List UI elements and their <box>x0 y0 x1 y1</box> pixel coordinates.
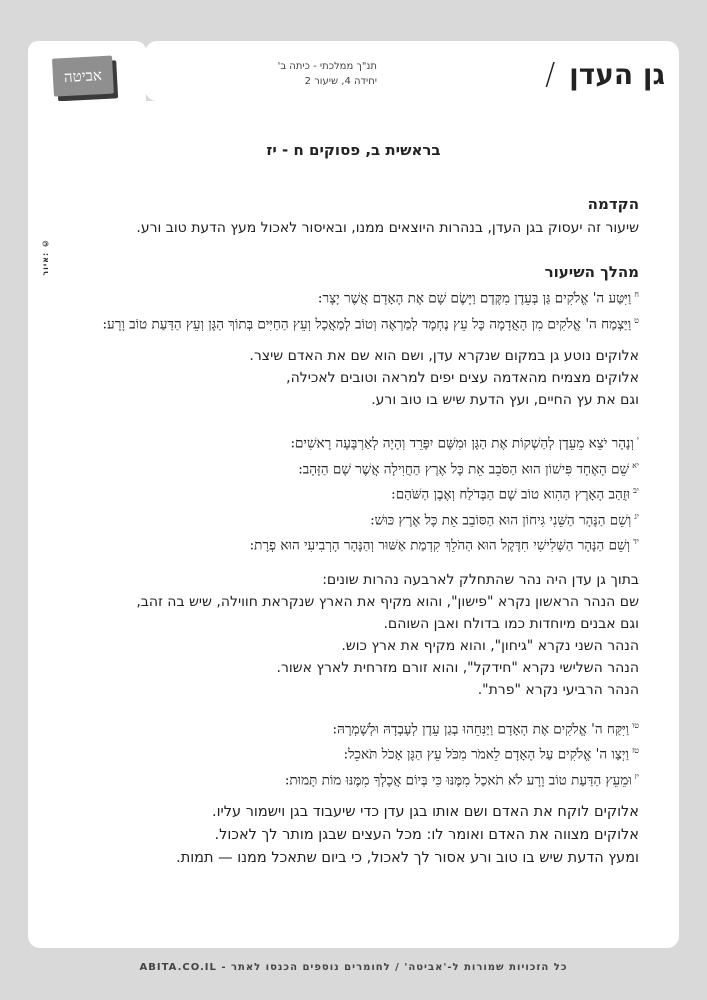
verse-line <box>68 480 639 506</box>
verse-number: יא <box>632 460 639 470</box>
verse-text: וּמֵעֵץ הַדַּעַת טוֹב וָרָע לֹא תֹאכַל מִמֶּנּוּ כִּי בְּיוֹם אֲכָלְךָ מִמֶּנּוּ מוֹת תָּמוּת: <box>284 772 632 788</box>
explanation-block-c <box>68 801 639 870</box>
explanation-line: אלוקים מצמיח מהאדמה עצים יפים למראה וטובים לאכילה, <box>286 370 639 386</box>
verse-text: שֵׁם הָאֶחָד פִּישׁוֹן הוּא הַסֹּבֵב אֵת כָּל אֶרֶץ הַחֲוִילָה אֲשֶׁר שָׁם הַזָּהָב: <box>298 461 630 477</box>
verse-number: י <box>636 435 639 444</box>
page-title: גן העדן <box>569 58 665 91</box>
verse-line <box>68 715 639 741</box>
lesson-content <box>68 101 639 870</box>
page-body <box>28 101 679 948</box>
explanation-block-b <box>68 569 639 701</box>
verse-text: וְשֵׁם הַנָּהָר הַשְּׁלִישִׁי חִדֶּקֶל הוּא הַהֹלֵךְ קִדְמַת אַשּׁוּר וְהַנָּהָר הָרְבִיעִי הוּא פְרָת: <box>249 537 631 554</box>
verse-line <box>68 506 639 532</box>
illustration-credit: איור: © <box>41 238 50 276</box>
verse-number: ח <box>634 290 639 299</box>
subtitle-line-1: תנ"ך ממלכתי - כיתה ב' <box>277 61 377 72</box>
explanation-line: בתוך גן עדן היה נהר שהתחלק לארבעה נהרות שונים: <box>322 571 639 588</box>
explanation-line: הנהר השלישי נקרא "חידקל", והוא זורם מזרחית לארץ אשור. <box>276 659 639 676</box>
verse-text: וּזֲהַב הָאָרֶץ הַהִוא טוֹב שָׁם הַבְּדֹלַח וְאֶבֶן הַשֹּׁהַם: <box>391 486 631 503</box>
explanation-line: הנהר השני נקרא "גיחון", והוא מקיף את ארץ כוש. <box>341 637 639 654</box>
abita-logo <box>52 55 117 98</box>
title-separator: / <box>545 57 556 92</box>
explanation-block-a <box>68 345 639 411</box>
explanation-line: אלוקים מצווה את האדם ואומר לו: מכל העצים שבגן מותר לך לאכול. <box>214 827 639 843</box>
verse-number: יב <box>633 486 639 495</box>
title-row <box>545 57 665 92</box>
verse-number: יז <box>634 771 639 781</box>
intro-text: שיעור זה יעסוק בגן העדן, בנהרות היוצאים ממנו, ובאיסור לאכול מעץ הדעת טוב ורע. <box>136 220 639 236</box>
verse-text: וַיַּצְמַח ה' אֱלֹקִים מִן הָאֲדָמָה כָּל עֵץ נֶחְמָד לְמַרְאֶה וְטוֹב לְמַאֲכָל וְעֵץ הַחַיִּים בְּתוֹךְ הַגָּן וְעֵץ הַדַּעַת טוֹב וָרָע: <box>102 316 632 332</box>
verse-text: וַיִּטַּע ה' אֱלֹקִים גַּן בְּעֵדֶן מִקֶּדֶם וַיָּשֶׂם שָׁם אֶת הָאָדָם אֲשֶׁר יָצָר: <box>317 290 632 307</box>
verse-text: וַיְצַו ה' אֱלֹקִים עַל הָאָדָם לֵאמֹר מִכֹּל עֵץ הַגָּן אָכֹל תֹּאכֵל: <box>343 746 629 763</box>
verse-line <box>68 766 639 792</box>
verse-line <box>68 531 639 557</box>
verse-line <box>68 740 639 766</box>
lesson-heading: מהלך השיעור <box>544 263 639 281</box>
verse-number: יג <box>634 511 639 521</box>
lesson-title: בראשית ב, פסוקים ח - יז <box>266 141 441 159</box>
explanation-line: שם הנהר הראשון נקרא "פישון", והוא מקיף את הארץ שנקראת חווילה, שיש בה זהב, <box>136 593 639 610</box>
verse-text: וַיִּקַּח ה' אֱלֹקִים אֶת הָאָדָם וַיַּנִּחֵהוּ בְגַן עֵדֶן לְעָבְדָהּ וּלְשָׁמְרָהּ: <box>332 721 630 737</box>
explanation-line: ומעץ הדעת שיש בו טוב ורע אסור לך לאכול, כי ביום שתאכל ממנו — תמות. <box>176 850 639 866</box>
verse-line <box>68 310 639 336</box>
explanation-line: הנהר הרביעי נקרא "פרת". <box>477 681 639 698</box>
verse-line <box>68 455 639 481</box>
subtitle-line-2: יחידה 4, שיעור 2 <box>304 76 377 87</box>
explanation-line: וגם אבנים מיוחדות כמו בדולח ואבן השוהם. <box>383 615 639 632</box>
verses-block-c <box>68 715 639 792</box>
unit-subtitle <box>278 59 377 89</box>
verse-number: יד <box>633 537 639 546</box>
footer-copyright: כל הזכויות שמורות ל-'אביטה' / לחומרים נוספים הכנסו לאתר - ABITA.CO.IL <box>139 962 568 973</box>
explanation-line: וגם את עץ החיים, ועץ הדעת שיש בו טוב ורע. <box>371 392 639 408</box>
verse-line <box>68 284 639 310</box>
verse-number: ט <box>634 315 639 325</box>
verses-block-a <box>68 284 639 335</box>
explanation-line: אלוקים לוקח את האדם ושם אותו בגן עדן כדי שיעבוד בגן וישמור עליו. <box>212 804 639 820</box>
verses-block-b <box>68 429 639 557</box>
verse-number: טו <box>632 720 639 730</box>
explanation-line: אלוקים נוטע גן במקום שנקרא עדן, ושם הוא שם את האדם שיצר. <box>249 348 639 364</box>
logo-text: אביטה <box>52 56 114 97</box>
verse-line <box>68 429 639 455</box>
verse-text: וְשֵׁם הַנָּהָר הַשֵּׁנִי גִּיחוֹן הוּא הַסּוֹבֵב אֵת כָּל אֶרֶץ כּוּשׁ: <box>370 512 632 528</box>
verse-number: טז <box>631 746 639 755</box>
intro-heading: הקדמה <box>587 195 639 213</box>
verse-text: וְנָהָר יֹצֵא מֵעֵדֶן לְהַשְׁקוֹת אֶת הַגָּן וּמִשָּׁם יִפָּרֵד וְהָיָה לְאַרְבָּעָה רָאשִׁים: <box>290 435 634 452</box>
